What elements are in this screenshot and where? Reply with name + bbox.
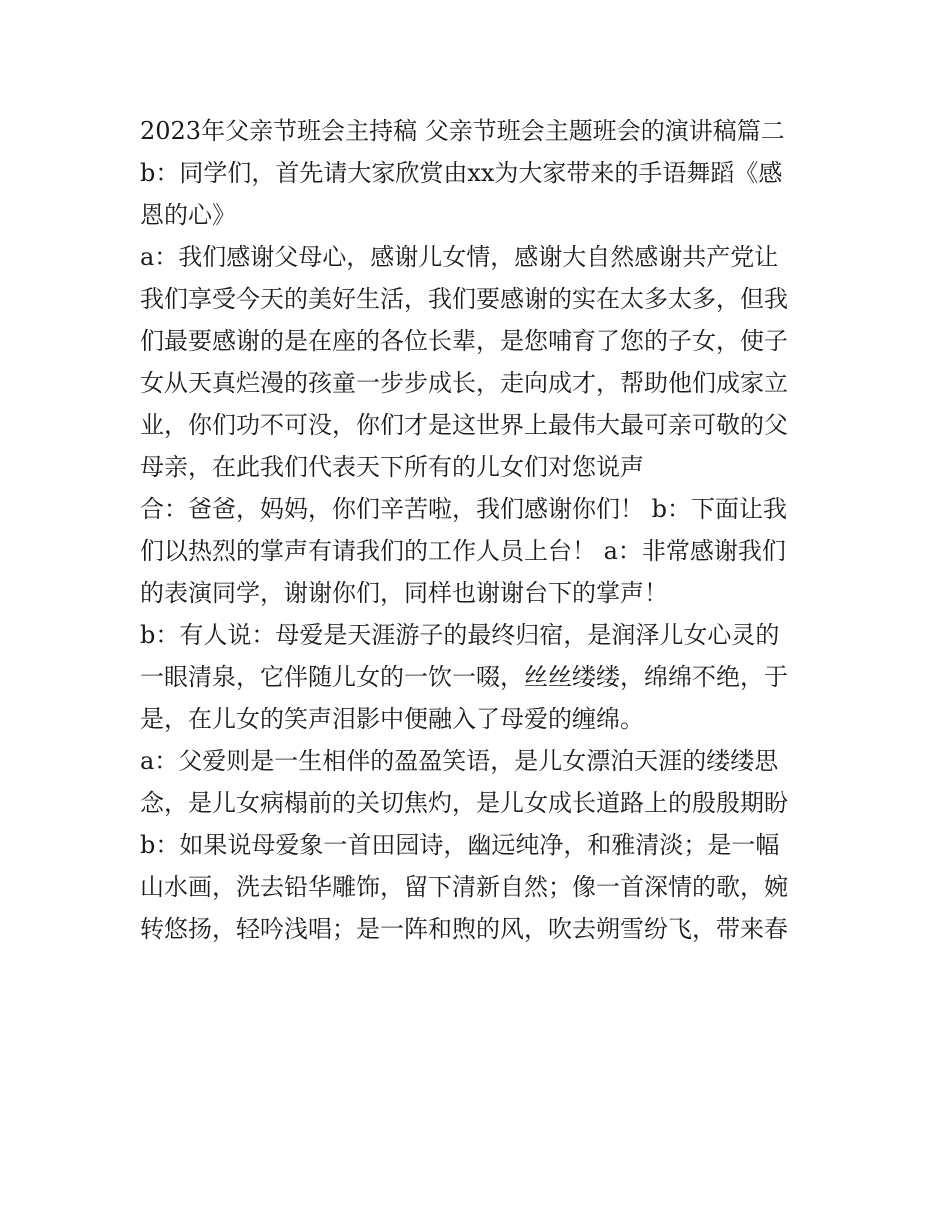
text-line: 们最要感谢的是在座的各位长辈，是您哺育了您的子女，使子 xyxy=(140,327,788,355)
title-line: 2023年父亲节班会主持稿 父亲节班会主题班会的演讲稿篇二 xyxy=(140,117,785,145)
text-line: 山水画，洗去铅华雕饰，留下清新自然；像一首深情的歌，婉 xyxy=(140,873,788,901)
text-line: b：如果说母爱象一首田园诗，幽远纯净，和雅清淡；是一幅 xyxy=(140,831,780,859)
document-body xyxy=(140,110,820,950)
text-line: b：有人说：母爱是天涯游子的最终归宿，是润泽儿女心灵的 xyxy=(140,621,780,649)
text-line: 恩的心》 xyxy=(140,201,236,229)
text-line: 念，是儿女病榻前的关切焦灼，是儿女成长道路上的殷殷期盼 xyxy=(140,789,788,817)
text-line: 转悠扬，轻吟浅唱；是一阵和煦的风，吹去朔雪纷飞，带来春 xyxy=(140,915,788,943)
text-line: 的表演同学，谢谢你们，同样也谢谢台下的掌声！ xyxy=(140,579,668,607)
text-line: 我们享受今天的美好生活，我们要感谢的实在太多太多，但我 xyxy=(140,285,788,313)
text-line: a：父爱则是一生相伴的盈盈笑语，是儿女漂泊天涯的缕缕思 xyxy=(140,747,779,775)
text-line: 们以热烈的掌声有请我们的工作人员上台！ a：非常感谢我们 xyxy=(140,537,786,565)
text-line: 是，在儿女的笑声泪影中便融入了母爱的缠绵。 xyxy=(140,705,644,733)
text-line: a：我们感谢父母心，感谢儿女情，感谢大自然感谢共产党让 xyxy=(140,243,779,271)
text-line: 母亲，在此我们代表天下所有的儿女们对您说声 xyxy=(140,453,644,481)
text-line: 一眼清泉，它伴随儿女的一饮一啜，丝丝缕缕，绵绵不绝，于 xyxy=(140,663,788,691)
text-line: 业，你们功不可没，你们才是这世界上最伟大最可亲可敬的父 xyxy=(140,411,788,439)
text-line: 女从天真烂漫的孩童一步步成长，走向成才，帮助他们成家立 xyxy=(140,369,788,397)
text-line: 合：爸爸，妈妈，你们辛苦啦，我们感谢你们！ b：下面让我 xyxy=(140,495,787,523)
text-line: b：同学们，首先请大家欣赏由xx为大家带来的手语舞蹈《感 xyxy=(140,159,783,187)
